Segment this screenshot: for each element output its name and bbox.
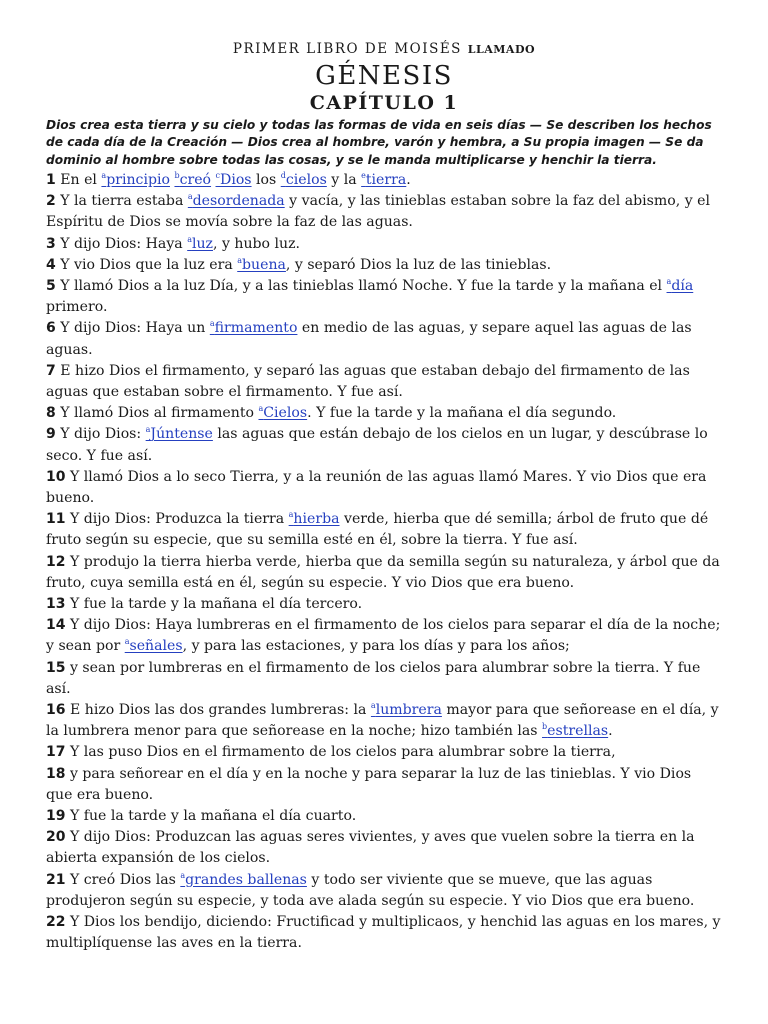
verse-text: Y dijo Dios: Haya lumbreras en el firmamento de los cielos para separar el día de la noche; y sean por: [46, 617, 721, 655]
verse-9: [46, 424, 722, 466]
verse-8: [46, 403, 722, 424]
verse-text: y para señorear en el día y en la noche y para separar la luz de las tinieblas. Y vio Dios que era bueno.: [46, 765, 692, 803]
verse-list: [46, 170, 722, 955]
verse-number: 14: [46, 617, 66, 634]
verse-text: E hizo Dios el firmamento, y separó las aguas que estaban debajo del firmamento de las aguas que estaban sobre el firmamento. Y fue así.: [46, 362, 690, 400]
verse-number: 10: [46, 468, 66, 485]
verse-text: verde, hierba que dé semilla; árbol de fruto que dé fruto según su especie, que su semilla esté en él, sobre la tierra. Y fue así.: [46, 511, 709, 549]
verse-text: Y produjo la tierra hierba verde, hierba que da semilla según su naturaleza, y árbol que da fruto, cuya semilla está en él, según su especie. Y vio Dios que era bueno.: [46, 553, 720, 591]
verse-text: Y fue la tarde y la mañana el día cuarto.: [69, 807, 357, 824]
footnote-link-text: tierra: [365, 171, 407, 188]
footnote-link[interactable]: [188, 193, 285, 209]
footnote-link-text: señales: [129, 638, 183, 655]
footnote-marker: a: [666, 276, 672, 286]
footnote-link-text: lumbrera: [375, 701, 442, 718]
verse-text: y la: [326, 171, 362, 188]
book-name: GÉNESIS: [315, 61, 453, 91]
footnote-link-text: cielos: [285, 171, 327, 188]
verse-text: Y fue la tarde y la mañana el día tercero.: [69, 595, 363, 612]
book-title-main: PRIMER LIBRO DE MOISÉS: [232, 41, 462, 57]
verse-text: los: [251, 171, 281, 188]
footnote-link[interactable]: [101, 172, 170, 188]
verse-text: Y dijo Dios: Produzca la tierra: [69, 511, 289, 528]
verse-text: , y hubo luz.: [212, 235, 301, 252]
footnote-link-text: luz: [191, 235, 213, 252]
footnote-link[interactable]: [125, 638, 183, 654]
footnote-link[interactable]: [210, 320, 298, 336]
book-title-suffix: LLAMADO: [467, 43, 536, 56]
footnote-link-text: principio: [106, 171, 170, 188]
verse-number: 17: [46, 744, 66, 761]
verse-text: Y llamó Dios a lo seco Tierra, y a la reunión de las aguas llamó Mares. Y vio Dios que era bueno.: [46, 468, 707, 506]
verse-number: 4: [46, 256, 56, 273]
verse-text: Y dijo Dios: Haya: [60, 235, 188, 252]
verse-6: [46, 318, 722, 360]
footnote-marker: b: [174, 170, 180, 180]
footnote-link-text: Cielos: [263, 405, 308, 422]
verse-number: 20: [46, 829, 66, 846]
verse-10: [46, 467, 722, 509]
footnote-link[interactable]: [187, 236, 213, 252]
verse-number: 3: [46, 235, 56, 252]
footnote-marker: a: [180, 870, 186, 880]
verse-text: Y dijo Dios: Produzcan las aguas seres vivientes, y aves que vuelen sobre la tierra en la abierta expansión de los cielos.: [46, 829, 695, 867]
verse-text: Y las puso Dios en el firmamento de los cielos para alumbrar sobre la tierra,: [69, 744, 616, 761]
footnote-link[interactable]: [361, 172, 406, 188]
chapter-heading: CAPÍTULO 1: [309, 92, 459, 114]
document-page: [46, 40, 722, 954]
verse-text: .: [406, 171, 411, 188]
footnote-link-text: buena: [242, 256, 286, 273]
verse-22: [46, 912, 722, 954]
footnote-link[interactable]: [542, 723, 608, 739]
verse-number: 12: [46, 553, 66, 570]
footnote-link-text: Júntense: [150, 426, 213, 443]
footnote-marker: a: [124, 637, 130, 647]
footnote-marker: a: [209, 319, 215, 329]
verse-13: [46, 594, 722, 615]
footnote-marker: d: [280, 170, 286, 180]
footnote-link[interactable]: [667, 278, 694, 294]
verse-text: en medio de las aguas, y separe aquel las aguas de las aguas.: [46, 320, 692, 358]
verse-text: y todo ser viviente que se mueve, que las aguas produjeron según su especie, y toda ave alada según su especie. Y vio Dios que era bueno.: [46, 871, 695, 909]
verse-text: y sean por lumbreras en el firmamento de los cielos para alumbrar sobre la tierra. Y fue así.: [46, 659, 701, 697]
footnote-link-text: creó: [179, 171, 212, 188]
verse-text: Y llamó Dios a la luz Día, y a las tinieblas llamó Noche. Y fue la tarde y la mañana el: [60, 277, 667, 294]
footnote-marker: e: [361, 170, 366, 180]
verse-text: las aguas que están debajo de los cielos en un lugar, y descúbrase lo seco. Y fue así.: [46, 426, 708, 464]
verse-number: 2: [46, 193, 56, 210]
verse-number: 13: [46, 595, 66, 612]
footnote-link[interactable]: [258, 405, 307, 421]
verse-text: , y separó Dios la luz de las tinieblas.: [285, 256, 552, 273]
footnote-marker: a: [288, 510, 294, 520]
verse-1: [46, 170, 722, 191]
footnote-marker: b: [542, 722, 548, 732]
verse-2: [46, 191, 722, 233]
footnote-marker: a: [187, 192, 193, 202]
footnote-link[interactable]: [289, 511, 340, 527]
verse-number: 1: [46, 171, 56, 188]
footnote-marker: a: [258, 404, 264, 414]
verse-text: Y llamó Dios al firmamento: [60, 405, 259, 422]
footnote-marker: c: [215, 170, 221, 180]
verse-16: [46, 700, 722, 742]
verse-17: [46, 742, 722, 763]
verse-text: Y la tierra estaba: [60, 193, 188, 210]
verse-text: , y para las estaciones, y para los días y para los años;: [182, 638, 570, 655]
footnote-link-text: Dios: [220, 171, 252, 188]
verse-text: primero.: [46, 299, 108, 316]
verse-11: [46, 509, 722, 551]
verse-number: 18: [46, 765, 66, 782]
footnote-link[interactable]: [174, 172, 211, 188]
verse-21: [46, 870, 722, 912]
footnote-link-text: estrellas: [547, 723, 609, 740]
footnote-link-text: desordenada: [192, 193, 285, 210]
verse-number: 21: [46, 871, 66, 888]
verse-text: E hizo Dios las dos grandes lumbreras: la: [69, 701, 371, 718]
verse-19: [46, 806, 722, 827]
verse-20: [46, 827, 722, 869]
verse-text: Y Dios los bendijo, diciendo: Fructificad y multiplicaos, y henchid las aguas en los mares, y multiplíquense las aves en la tierra.: [46, 914, 721, 952]
verse-number: 7: [46, 362, 56, 379]
verse-18: [46, 764, 722, 806]
footnote-marker: a: [237, 255, 242, 265]
footnote-link-text: firmamento: [214, 320, 298, 337]
chapter-summary: Dios crea esta tierra y su cielo y todas las formas de vida en seis días — Se describen los hechos de cada día de la Creación — Dios crea al hombre, varón y hembra, a Su propia imagen — Se da dominio al hombre sobre todas las cosas, y se le manda multiplicarse y henchir la tierra.: [46, 118, 712, 167]
verse-text: Y creó Dios las: [69, 871, 181, 888]
verse-number: 6: [46, 320, 56, 337]
verse-number: 16: [46, 701, 66, 718]
verse-number: 5: [46, 277, 56, 294]
footnote-link-text: grandes ballenas: [185, 871, 307, 888]
footnote-link[interactable]: [216, 172, 252, 188]
verse-number: 19: [46, 807, 66, 824]
verse-text: Y vio Dios que la luz era: [60, 256, 238, 273]
footnote-link[interactable]: [237, 257, 286, 273]
footnote-link[interactable]: [371, 702, 442, 718]
verse-number: 15: [46, 659, 66, 676]
verse-text: . Y fue la tarde y la mañana el día segundo.: [307, 405, 617, 422]
footnote-link[interactable]: [146, 426, 213, 442]
verse-15: [46, 658, 722, 700]
book-title: [46, 40, 722, 59]
verse-14: [46, 615, 722, 657]
footnote-marker: a: [145, 425, 151, 435]
verse-4: [46, 255, 722, 276]
verse-number: 11: [46, 511, 66, 528]
footnote-link[interactable]: [281, 172, 327, 188]
verse-text: .: [608, 723, 613, 740]
verse-12: [46, 552, 722, 594]
verse-5: [46, 276, 722, 318]
verse-number: 22: [46, 914, 66, 930]
footnote-marker: a: [101, 170, 107, 180]
footnote-marker: a: [187, 234, 192, 244]
verse-number: 9: [46, 426, 56, 443]
verse-text: Y dijo Dios:: [60, 426, 146, 443]
verse-text: y vacía, y las tinieblas estaban sobre la faz del abismo, y el Espíritu de Dios se movía sobre la faz de las aguas.: [46, 193, 711, 231]
verse-text: En el: [60, 171, 102, 188]
footnote-link[interactable]: [180, 872, 307, 888]
verse-text: mayor para que señorease en el día, y la lumbrera menor para que señorease en la noche; hizo también las: [46, 701, 719, 740]
verse-text: Y dijo Dios: Haya un: [60, 320, 210, 337]
footnote-marker: a: [370, 700, 376, 710]
footnote-link-text: hierba: [293, 511, 340, 528]
footnote-link-text: día: [671, 277, 694, 294]
verse-3: [46, 234, 722, 255]
verse-7: [46, 361, 722, 403]
verse-number: 8: [46, 405, 56, 422]
